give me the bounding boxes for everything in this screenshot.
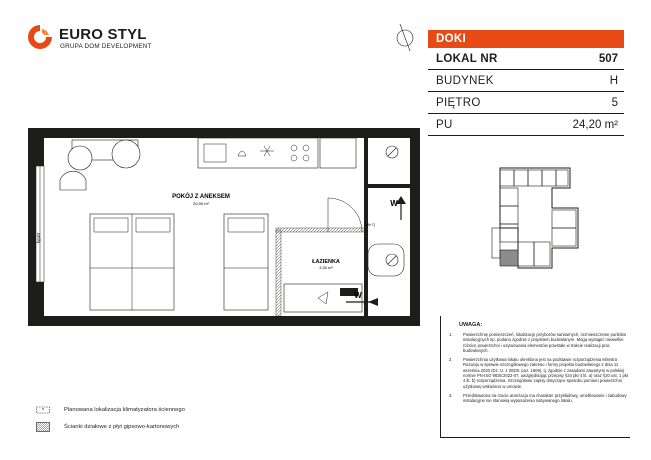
info-value: H (609, 75, 618, 87)
info-row-unit-number (428, 48, 624, 70)
note-text: Powierzchnia użytkowa lokalu określona jest na podstawie rozporządzenia Ministra Rozwoju w sprawie szczegółowego zakresu i formy projektu budowlanego z dnia 11 września 2020 (Dz. U. z 2020r. poz. 1609), tj. zgodnie z zasadami zawartymi w polskiej normie PN-ISO 9836:2022-07, uwzględniając przepisy §34 pkt 4 lit. a) oraz §20 ust. 1 pkt 4 lit. b) rozporządzenia. Szczegółowe zapisy dotyczące sposobu pomiaru powierzchni użytkowej wskazano w umowie. (463, 357, 629, 389)
floor-plan (28, 128, 420, 326)
legend-text: Planowana lokalizacja klimatyzatora ściennego (64, 407, 185, 413)
single-bed (224, 214, 268, 310)
info-row-area (428, 114, 624, 136)
room-bath-area: 3,30 m² (319, 265, 333, 270)
brand-subtitle: GRUPA DOM DEVELOPMENT (60, 43, 152, 50)
drywall-hatch-icon (36, 422, 50, 432)
legend-item (36, 422, 336, 439)
brand-name: EURO STYL (59, 26, 147, 43)
note-number: 1. (449, 332, 453, 337)
kitchen-counter (198, 138, 318, 168)
notes-title: UWAGA: (459, 322, 483, 328)
legend-item (36, 405, 336, 422)
info-key: LOKAL NR (436, 53, 498, 65)
building-key-plan (478, 158, 604, 278)
info-value: 24,20 m² (572, 119, 618, 131)
info-key: PU (436, 119, 453, 131)
info-row-building (428, 70, 624, 92)
north-arrow-icon (390, 22, 420, 52)
note-item (449, 393, 630, 404)
notes-box (440, 316, 630, 438)
entrance-wall (364, 138, 368, 316)
info-key: PIĘTRO (436, 97, 481, 109)
info-value: 5 (611, 97, 618, 109)
investment-name: DOKI (428, 30, 624, 48)
note-text: Przedstawiona na rzucie aranżacja ma charakter przykładowy, umeblowanie i zabudowy instalacyjne nie stanowią wyposażenia nabywanego lokalu. (463, 392, 627, 404)
room-bath-name: ŁAZIENKA (312, 259, 340, 265)
legend (36, 405, 336, 439)
info-row-floor (428, 92, 624, 114)
svg-text:*: * (42, 408, 44, 414)
chair (112, 140, 140, 168)
water-meter-label: W (354, 291, 362, 300)
ventilation-label: W (390, 199, 398, 208)
ac-unit-symbol-icon (36, 405, 50, 415)
note-text: Powierzchnię pomieszczeń, lokalizację przyborów sanitarnych, rozmieszczenie punktów instalacyjnych itp. podano zgodnie z projektem budowlanym. Mogą wystąpić niewielkie różnice powierzchni i usytuowania elementów powstałe w trakcie realizacji prac budowlanych. (463, 332, 627, 353)
note-number: 3. (449, 392, 453, 398)
info-value: 507 (598, 53, 618, 65)
note-item (449, 357, 630, 389)
brand-logo (27, 24, 157, 56)
note-number: 2. (449, 357, 453, 363)
note-item (449, 332, 630, 353)
euro-styl-logo-icon (27, 24, 53, 50)
legend-text: Ścianki działowe z płyt gipsowo-kartonowych (64, 424, 180, 430)
room-main-name: POKÓJ Z ANEKSEM (172, 194, 230, 200)
room-main-area: 20,90 m² (193, 201, 209, 206)
door-tag: [Ni+7] (365, 223, 375, 227)
chair (68, 146, 92, 170)
info-key: BUDYNEK (436, 75, 494, 87)
unit-info-panel (428, 30, 624, 136)
fridge (320, 138, 356, 168)
window-tag: hp40 (36, 232, 41, 244)
bathroom-wall (276, 230, 281, 316)
highlighted-unit (500, 250, 518, 266)
